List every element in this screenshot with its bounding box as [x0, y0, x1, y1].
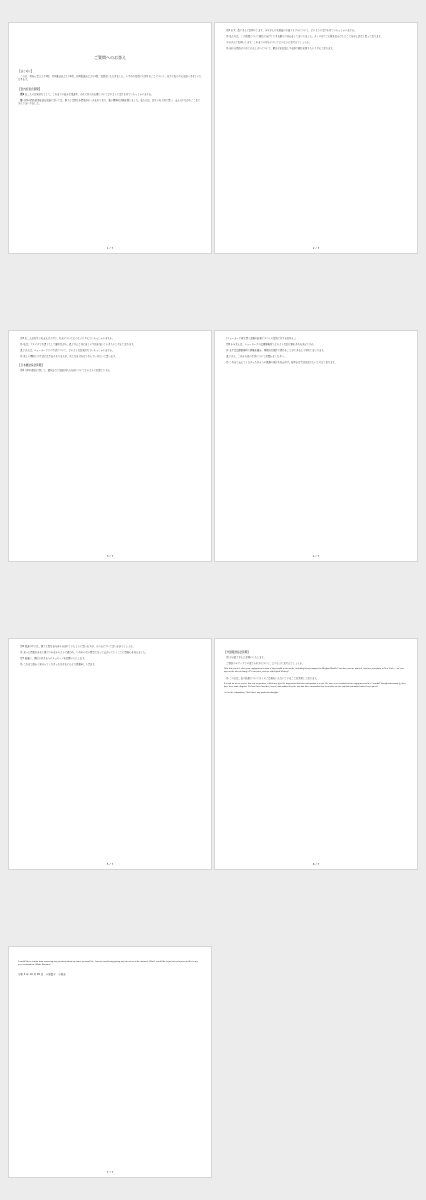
question-1: [18, 93, 202, 96]
answer-1-text: 今回の婚約延期を巡る報道においては、事実とは異なる情報が多く含まれており、強い精神的苦痛を感じました。私たちは、お互いを大切に思い、支え合いながらここまで歩んでまいりました。: [18, 98, 201, 106]
page-number: 4 / 7: [312, 554, 320, 558]
paragraph: 答 これまで支えてくださった方々への感謝の気持ちを忘れず、穏やかな生活を送りたいと考えております。: [226, 360, 337, 364]
document-title: ご質問へのお答え: [94, 55, 126, 60]
paragraph: 答 これまで温かく見守ってくださった皆さまに心より感謝申し上げます。: [20, 662, 97, 666]
section-heading-magazine: 【日本雑誌協会質問】: [18, 364, 44, 368]
english-answer: I would like to refrain from answering any questions about my future personal life. I am not considering giving any interviews at the moment. What I would like is just to lead a peaceful life in my new environment. (Mako Komuro): [18, 961, 198, 967]
page-number: 1 / 7: [106, 246, 114, 250]
document-page-3: [8, 330, 212, 562]
paragraph: 答 私たちは、この問題について解決に向けてできる限りの対応をしてまいりました。多くの方にご心配をおかけしたことを申し訳なく思っております。: [226, 34, 383, 38]
paragraph: 答 この度は、私の結婚について多くのご意見をいただいていることを承知しております。: [226, 677, 319, 681]
question-1-text: お二人のお気持ちとして、これまでの様々な報道や、それに伴う出来事についてどのように受け止めていらっしゃいますか。: [24, 92, 154, 96]
paragraph: 眞子さんは、ニューヨークでの生活について、どのようなお気持ちでいらっしゃいますか。: [20, 348, 115, 352]
english-answer: It is sad for me to receive this sort of question, which may give the impression that false information is a fact. We have never considered our engagement to be a "scandal" though unfortunately, there have been some disputes. We have been horrified, scared, and saddened by the fact that false information has been taken as fact and that unfounded stories have spread.: [224, 683, 407, 689]
english-question: How did you feel when your engagement became a big scandal in the media, including being compared to Meghan Markle? And how you are married, what are your plans in New York — are you open to the idea of doing a TV interview, such as with Oprah Winfrey?: [224, 667, 404, 674]
paragraph: 問7 最後に、国民の皆さまへのメッセージをお願いいたします。: [20, 656, 87, 660]
paragraph: 答 私は、アメリカで弁護士として働きながら、眞子さんと共に新しい生活を築いていきたいと考えております。: [20, 342, 136, 346]
paragraph: 小室さんにお伺いします。これまでの対応についてどのようにお考えでしょうか。: [226, 40, 312, 44]
paragraph: (ニューヨーク州弁護士試験の結果についての質問に対するお答え。）: [226, 337, 298, 340]
page-number: 7 / 7: [106, 1170, 114, 1174]
paragraph: 問 小室眞子さんにお伺いいたします。: [226, 656, 266, 659]
page-number: 2 / 7: [312, 246, 320, 250]
page-number: 6 / 7: [312, 862, 320, 866]
document-page-5: [8, 638, 212, 870]
paragraph: 眞子さん、これから先の生活についてお聞かせください。: [226, 354, 287, 358]
intro-heading: 【はじめに】: [18, 70, 34, 73]
paragraph: 問6 報道の中には、事実と異なる内容も含まれていたように思いますが、その点についてはいかがでしょうか。: [20, 645, 135, 648]
document-page-4: [214, 330, 418, 562]
document-page-6: [214, 638, 418, 870]
paragraph: 問5 小室さんは、ニューヨークの法律事務所でどのようなお仕事をされる予定ですか。: [226, 342, 316, 346]
english-answer: As for the comparison, I don't have any particular thoughts.: [224, 692, 279, 695]
paragraph: 答 母の元婚約者の方との話し合いについて、解決金をお渡しする形で解決を図りたいと考えております。: [226, 46, 335, 50]
paragraph: 答 まずは法律事務所で経験を積み、国際的な案件に携わることができるよう努めてまいります。: [226, 348, 326, 352]
paragraph: 答 誤った情報がまるで事実であるかのように扱われ、いわれのない物語となって広がっていくことに恐怖心を覚えました。: [20, 650, 148, 654]
paragraph: 問3 お二人がお互いを支え合う中で、将来についてどのように考えていらっしゃいますか。: [20, 337, 115, 340]
document-page-1: [8, 22, 212, 254]
document-page-2: [214, 22, 418, 254]
question-1-label: 問1: [20, 92, 25, 96]
paragraph: 問2 まず、眞子さんにお伺いします。小室さんのお母様の金銭トラブルについて、どのように受け止めていらっしゃいますか。: [226, 29, 357, 32]
question-4: 問4 今回の婚約に関して、週刊誌等で報道された内容についてどのようにお感じですか。: [20, 369, 112, 373]
answer-1: [18, 99, 202, 106]
signature-line: 令和 3 年 10 月 26 日 小室眞子 小室圭: [18, 972, 66, 976]
answer-1-label: 答: [20, 98, 23, 102]
paragraph: ご婚約のメディアでの報じられ方について、どのようにお考えでしょうか。: [226, 661, 305, 665]
paragraph: 答 新しい環境での生活には不安もありますが、夫と力を合わせて歩んでいきたいと思います。: [20, 354, 118, 358]
intro-text: この度、宮内庁長官より1問、日本雑誌協会より1問、外国報道協会より1問、質問をいただきました。いずれの質問にも関することについて、以下に私の考えを述べさせていただきます。: [18, 75, 202, 82]
section-heading-press-club: 【宮内記者会質問】: [18, 87, 42, 91]
section-heading-foreign-press: 【外国報道協会質問】: [224, 651, 250, 654]
page-number: 5 / 7: [106, 862, 114, 866]
document-page-7: [8, 946, 212, 1178]
page-number: 3 / 7: [106, 554, 114, 558]
